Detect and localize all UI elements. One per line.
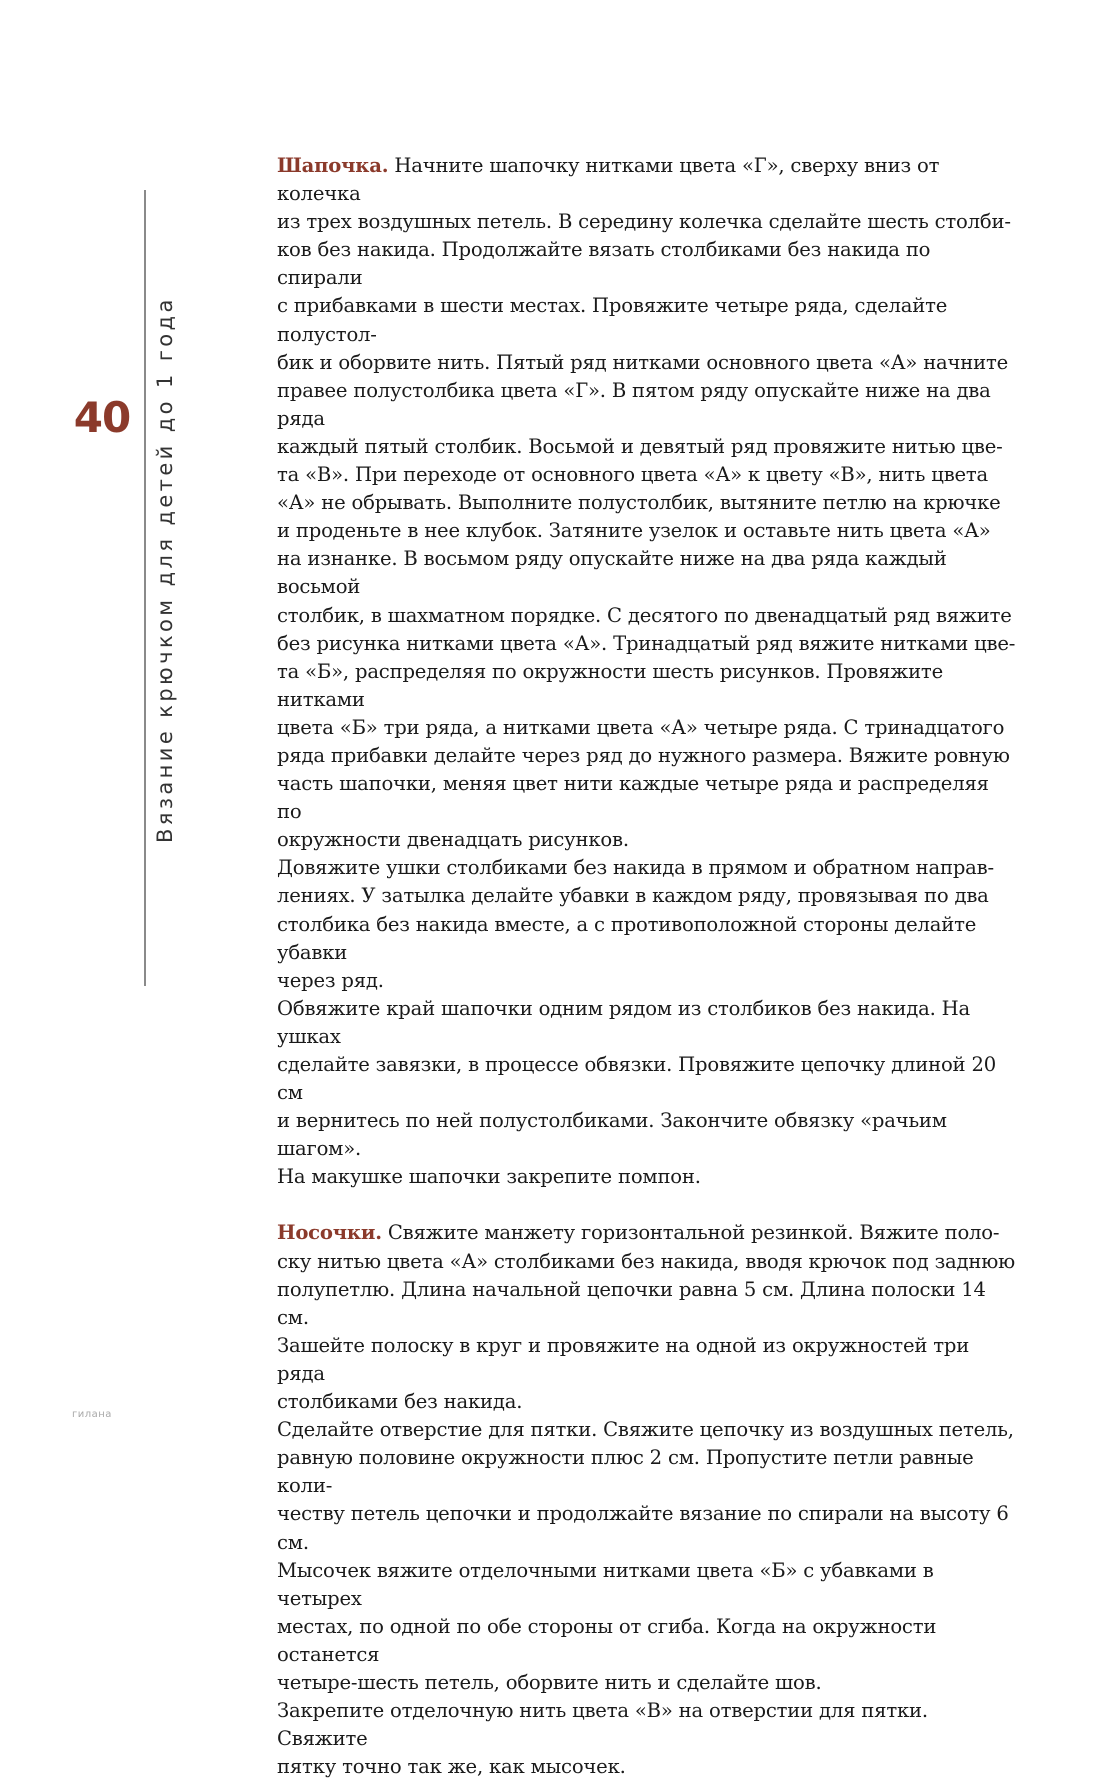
section-title-hat: Шапочка. (277, 154, 389, 177)
paragraph: Довяжите ушки столбиками без накида в прямом и обратном направ- лениях. У затылка делайте убавки в каждом ряду, провязывая по два столбика без накида вместе, а с противоположной стороны делайте убавки через ряд. (277, 856, 994, 992)
page-body (277, 152, 1017, 1781)
paragraph-text: Свяжите манжету горизонтальной резинкой. Вяжите поло- ску нитью цвета «А» столбиками без накида, вводя крючок под заднюю полупетлю. Длина начальной цепочки равна 5 см. Длина полоски 14 см. Зашейте полоску в круг и провяжите на одной из окружностей три ряда столбиками без накида. (277, 1221, 1015, 1414)
paragraph: Сделайте отверстие для пятки. Свяжите цепочку из воздушных петель, равную половине окружности плюс 2 см. Пропустите петли равные коли- честву петель цепочки и продолжайте вязание по спирали на высоту 6 см. Мысочек вяжите отделочными нитками цвета «Б» с убавками в четырех местах, по одной по обе стороны от сгиба. Когда на окружности останется четыре-шесть петель, оборвите нить и сделайте шов. (277, 1418, 1014, 1694)
paragraph (277, 1219, 1017, 1416)
paragraph: Обвяжите край шапочки одним рядом из столбиков без накида. На ушках сделайте завязки, в процессе обвязки. Провяжите цепочку длиной 20 см и вернитесь по ней полустолбиками. Закончите обвязку «рачьим шагом». На макушке шапочки закрепите помпон. (277, 996, 996, 1189)
page-number: 40 (73, 393, 131, 442)
paragraph-text: Начните шапочку нитками цвета «Г», сверху вниз от колечка из трех воздушных петель. В середину колечка сделайте шесть столби- ков без накида. Продолжайте вязать столбиками без накида по спирали с прибавками в шести местах. Провяжите четыре ряда, сделайте полустол- бик и оборвите нить. Пятый ряд нитками основного цвета «А» начните правее полустолбика цвета «Г». В пятом ряду опускайте ниже на два ряда каждый пятый столбик. Восьмой и девятый ряд провяжите нитью цве- та «В». При переходе от основного цвета «А» к цвету «В», нить цвета «А» не обрывать. Выполните полустолбик, вытяните петлю на крючке и проденьте в нее клубок. Затяните узелок и оставьте нить цвета «А» на изнанке. В восьмом ряду опускайте ниже на два ряда каждый восьмой столбик, в шахматном порядке. С десятого по двенадцатый ряд вяжите без рисунка нитками цвета «А». Тринадцатый ряд вяжите нитками цве- та «Б», распределяя по окружности шесть рисунков. Провяжите нитками цвета «Б» три ряда, а нитками цвета «А» четыре ряда. С тринадцатого ряда прибавки делайте через ряд до нужного размера. Вяжите ровную часть шапочки, меняя цвет нити каждые четыре ряда и распределяя по окружности двенадцать рисунков. (277, 154, 1016, 852)
section-title-socks: Носочки. (277, 1221, 382, 1245)
publisher-mark: гилана (72, 1409, 112, 1420)
paragraph: Закрепите отделочную нить цвета «В» на отверстии для пятки. Свяжите пятку точно так же, как мысочек. (277, 1699, 928, 1779)
running-title: Вязание крючком для детей до 1 года (153, 296, 177, 843)
section-socks (277, 1219, 1017, 1781)
margin-rule (144, 190, 146, 986)
section-hat (277, 152, 1017, 1191)
paragraph (277, 152, 1017, 854)
